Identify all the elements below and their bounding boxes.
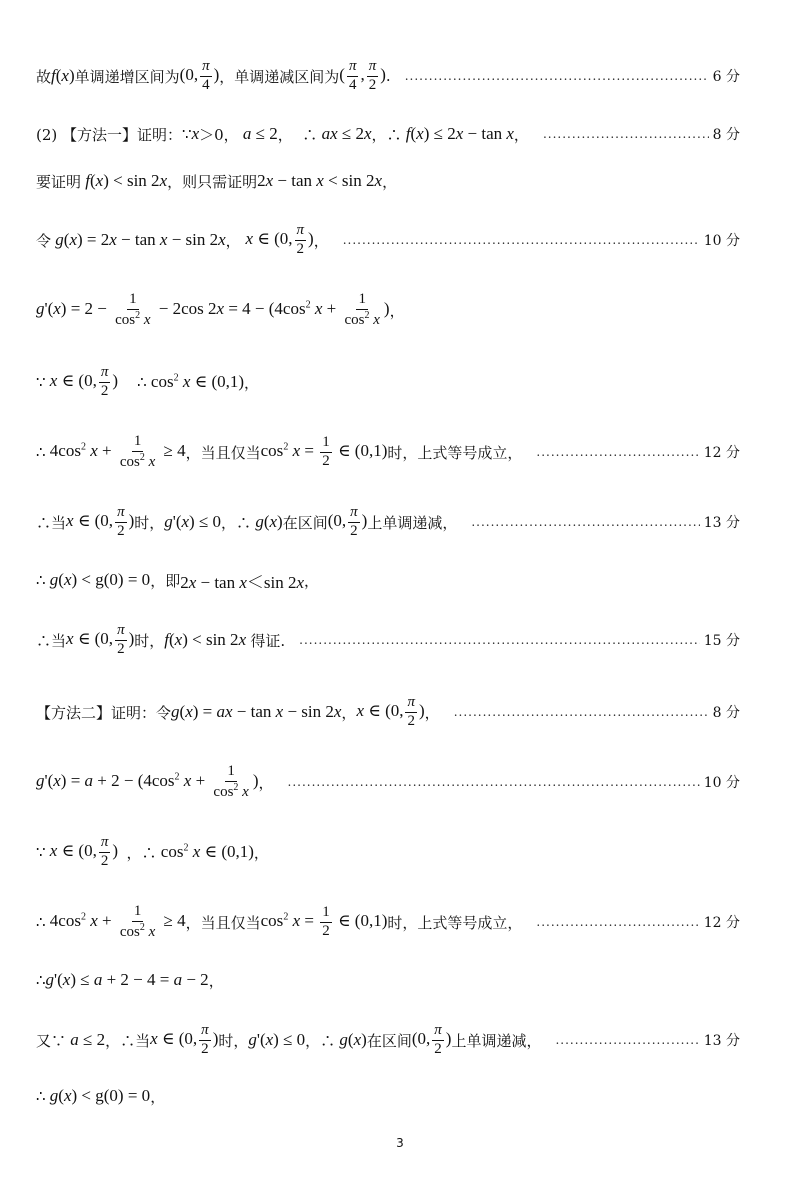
score-mark: 15 分 xyxy=(703,633,740,649)
math-result: 2x − tan x＜sin 2x xyxy=(180,572,305,592)
math-fx-le: f(x) ≤ 2x − tan x xyxy=(405,124,514,143)
math-gx-def: g(x) = 2x − tan x − sin 2x xyxy=(55,230,226,249)
math-gx: g(x) xyxy=(339,1030,367,1049)
score-mark: 12 分 xyxy=(703,445,740,461)
solution-line-3: 要证明 f(x) < sin 2x ，则只需证明 2x − tan x < sin 2x ， xyxy=(36,171,398,191)
math-gprime2: $g'(x) = a + 2 - (4\cos^2$ x + $\frac{1}{\cos^2 x}$ ) xyxy=(36,762,259,800)
math-interval-increase: (0, $\frac{\pi}{4}$ ) xyxy=(179,57,220,93)
dot-leader xyxy=(543,127,709,141)
dot-leader xyxy=(471,515,699,529)
score-mark: 6 分 xyxy=(712,69,740,85)
math-fx: f(x) xyxy=(51,66,75,85)
solution-line-6: ∵ x ∈ (0, $\frac{\pi}{2}$ ) ∴ $\cos^2 x$ ∈ (0,1) ， xyxy=(36,363,260,399)
math-ax-le-2x: ax ≤ 2x xyxy=(321,124,372,143)
math-fx-lt-sin2x: f(x) < sin 2x xyxy=(164,630,247,649)
solution-line-8: ∴当 x ∈ (0, $\frac{\pi}{2}$ ) 时， g'(x) ≤ 0 ，∴ g(x) 在区间 (0, $\frac{\pi}{2}$ ) 上单调递减， ..... 13 分 xyxy=(36,496,740,548)
solution-line-15: ∴ g'(x) ≤ a + 2 − 4 = a − 2 ， xyxy=(36,970,224,990)
math-x-domain: x ∈ (0, $\frac{\pi}{2}$ ) xyxy=(49,363,119,399)
math-gx-lt-g0: g(x) < g(0) = 0 xyxy=(49,570,151,589)
math-ineq-ge4: $4\cos^2$ x + $\frac{1}{\cos^2 x}$ ≥ 4 xyxy=(45,432,186,470)
math-x-domain: x ∈ (0, $\frac{\pi}{2}$ ) xyxy=(356,693,425,729)
math-x-domain: x ∈ (0, $\frac{\pi}{2}$ ) xyxy=(49,833,127,869)
math-gprime-bound: g'(x) ≤ a + 2 − 4 = a − 2 xyxy=(45,970,209,989)
math-gx: g(x) xyxy=(255,512,283,531)
math-x-domain: x ∈ (0, $\frac{\pi}{2}$ ) xyxy=(66,621,135,657)
solution-line-17: ∴ g(x) < g(0) = 0 ， xyxy=(36,1086,166,1106)
math-gx-def2: g(x) = ax − tan x − sin 2x xyxy=(171,702,342,721)
solution-line-14: ∴ $4\cos^2$ x + $\frac{1}{\cos^2 x}$ ≥ 4 ，当且仅当 $\cos^2 x$ = $\frac{1}{2}$ ∈ (0,1) 时，上式等号成立， ..... 12 分 xyxy=(36,896,740,948)
math-x-domain: x ∈ (0, $\frac{\pi}{2}$ ) xyxy=(245,221,314,257)
math-equality-cond: $\cos^2 x$ = $\frac{1}{2}$ ∈ (0,1) xyxy=(260,903,388,939)
score-mark: 13 分 xyxy=(703,1033,740,1049)
dot-leader xyxy=(405,69,709,83)
dot-leader xyxy=(343,233,700,247)
math-interval-decrease: ( $\frac{\pi}{4}$ , $\frac{\pi}{2}$ ) xyxy=(339,57,386,93)
dot-leader xyxy=(454,705,709,719)
math-cos2-range: $\cos^2 x$ ∈ (0,1) xyxy=(156,842,254,861)
math-a-le-2: a ≤ 2 xyxy=(70,1030,106,1049)
solution-line-16: 又∵ a ≤ 2 ，∴当 x ∈ (0, $\frac{\pi}{2}$ ) 时， g'(x) ≤ 0 ，∴ g(x) 在区间 (0, $\frac{\pi}{2}$ ) 上单调递减， ..... 13 分 xyxy=(36,1014,740,1066)
math-gprime: g'(x) = 2 − $\frac{1}{\cos^2 x}$ − 2cos $2x = 4 - (4\cos^2$ x + $\frac{1}{\cos^2 x}$ ) xyxy=(36,290,390,328)
solution-line-12: $g'(x) = a + 2 - (4\cos^2$ x + $\frac{1}{\cos^2 x}$ ) ， ..... 10 分 xyxy=(36,756,740,808)
dot-leader xyxy=(299,633,700,647)
solution-line-1: 故 f(x) 单调递增区间为 (0, $\frac{\pi}{4}$ ) ，单调递减区间为 ( $\frac{\pi}{4}$ , $\frac{\pi}{2}$ ) . ..... 6 分 xyxy=(36,50,740,102)
math-x-domain: x ∈ (0, $\frac{\pi}{2}$ ) xyxy=(150,1021,219,1057)
dot-leader xyxy=(555,1033,699,1047)
solution-line-5: g'(x) = 2 − $\frac{1}{\cos^2 x}$ − 2cos $2x = 4 - (4\cos^2$ x + $\frac{1}{\cos^2 x}$ ) ， xyxy=(36,290,405,328)
score-mark: 13 分 xyxy=(703,515,740,531)
math-need: 2x − tan x < sin 2x xyxy=(257,171,383,190)
math-interval: (0, $\frac{\pi}{2}$ ) xyxy=(411,1021,452,1057)
math-ineq-ge4: $4\cos^2$ x + $\frac{1}{\cos^2 x}$ ≥ 4 xyxy=(45,902,186,940)
score-mark: 10 分 xyxy=(703,775,740,791)
math-x-domain: x ∈ (0, $\frac{\pi}{2}$ ) xyxy=(66,503,135,539)
solution-line-11: 【方法二】证明：令 g(x) = ax − tan x − sin 2x ， x ∈ (0, $\frac{\pi}{2}$ ) ， ..... 8 分 xyxy=(36,686,740,738)
solution-line-2: (2) 【方法一】证明： ∵ x ＞0， a ≤ 2 ， ∴ ax ≤ 2x ，∴ f(x) ≤ 2x − tan x ， ..... 8 分 xyxy=(36,108,740,160)
math-equality-cond: $\cos^2 x$ = $\frac{1}{2}$ ∈ (0,1) xyxy=(260,433,388,469)
dot-leader xyxy=(536,445,699,459)
solution-line-9: ∴ g(x) < g(0) = 0 ，即 2x − tan x＜sin 2x ， xyxy=(36,554,740,606)
page-number: 3 xyxy=(396,1136,404,1150)
solution-line-10: ∴当 x ∈ (0, $\frac{\pi}{2}$ ) 时， f(x) < sin 2x 得证. ..... 15 分 xyxy=(36,614,740,666)
dot-leader xyxy=(288,775,700,789)
math-cos2-range: $\cos^2 x$ ∈ (0,1) xyxy=(146,372,245,391)
math-interval: (0, $\frac{\pi}{2}$ ) xyxy=(327,503,368,539)
score-mark: 8 分 xyxy=(712,127,740,143)
score-mark: 8 分 xyxy=(712,705,740,721)
math-gprime-le0: g'(x) ≤ 0 xyxy=(248,1030,306,1049)
math-gx-lt-g0: g(x) < g(0) = 0 xyxy=(49,1086,151,1105)
math-gprime-le0: g'(x) ≤ 0 xyxy=(164,512,222,531)
solution-line-4: 令 g(x) = 2x − tan x − sin 2x ， x ∈ (0, $\frac{\pi}{2}$ ) ， ..... 10 分 xyxy=(36,214,740,266)
score-mark: 10 分 xyxy=(703,233,740,249)
score-mark: 12 分 xyxy=(703,915,740,931)
solution-line-13: ∵ x ∈ (0, $\frac{\pi}{2}$ ) ，∴ $\cos^2 x$ ∈ (0,1) ， xyxy=(36,833,269,869)
math-a-le-2: a ≤ 2 xyxy=(242,124,278,143)
math-fx-lt-sin2x: f(x) < sin 2x xyxy=(85,171,168,190)
dot-leader xyxy=(536,915,699,929)
solution-line-7: ∴ $4\cos^2$ x + $\frac{1}{\cos^2 x}$ ≥ 4 ，当且仅当 $\cos^2 x$ = $\frac{1}{2}$ ∈ (0,1) 时，上式等号成立， ..... 12 分 xyxy=(36,426,740,478)
